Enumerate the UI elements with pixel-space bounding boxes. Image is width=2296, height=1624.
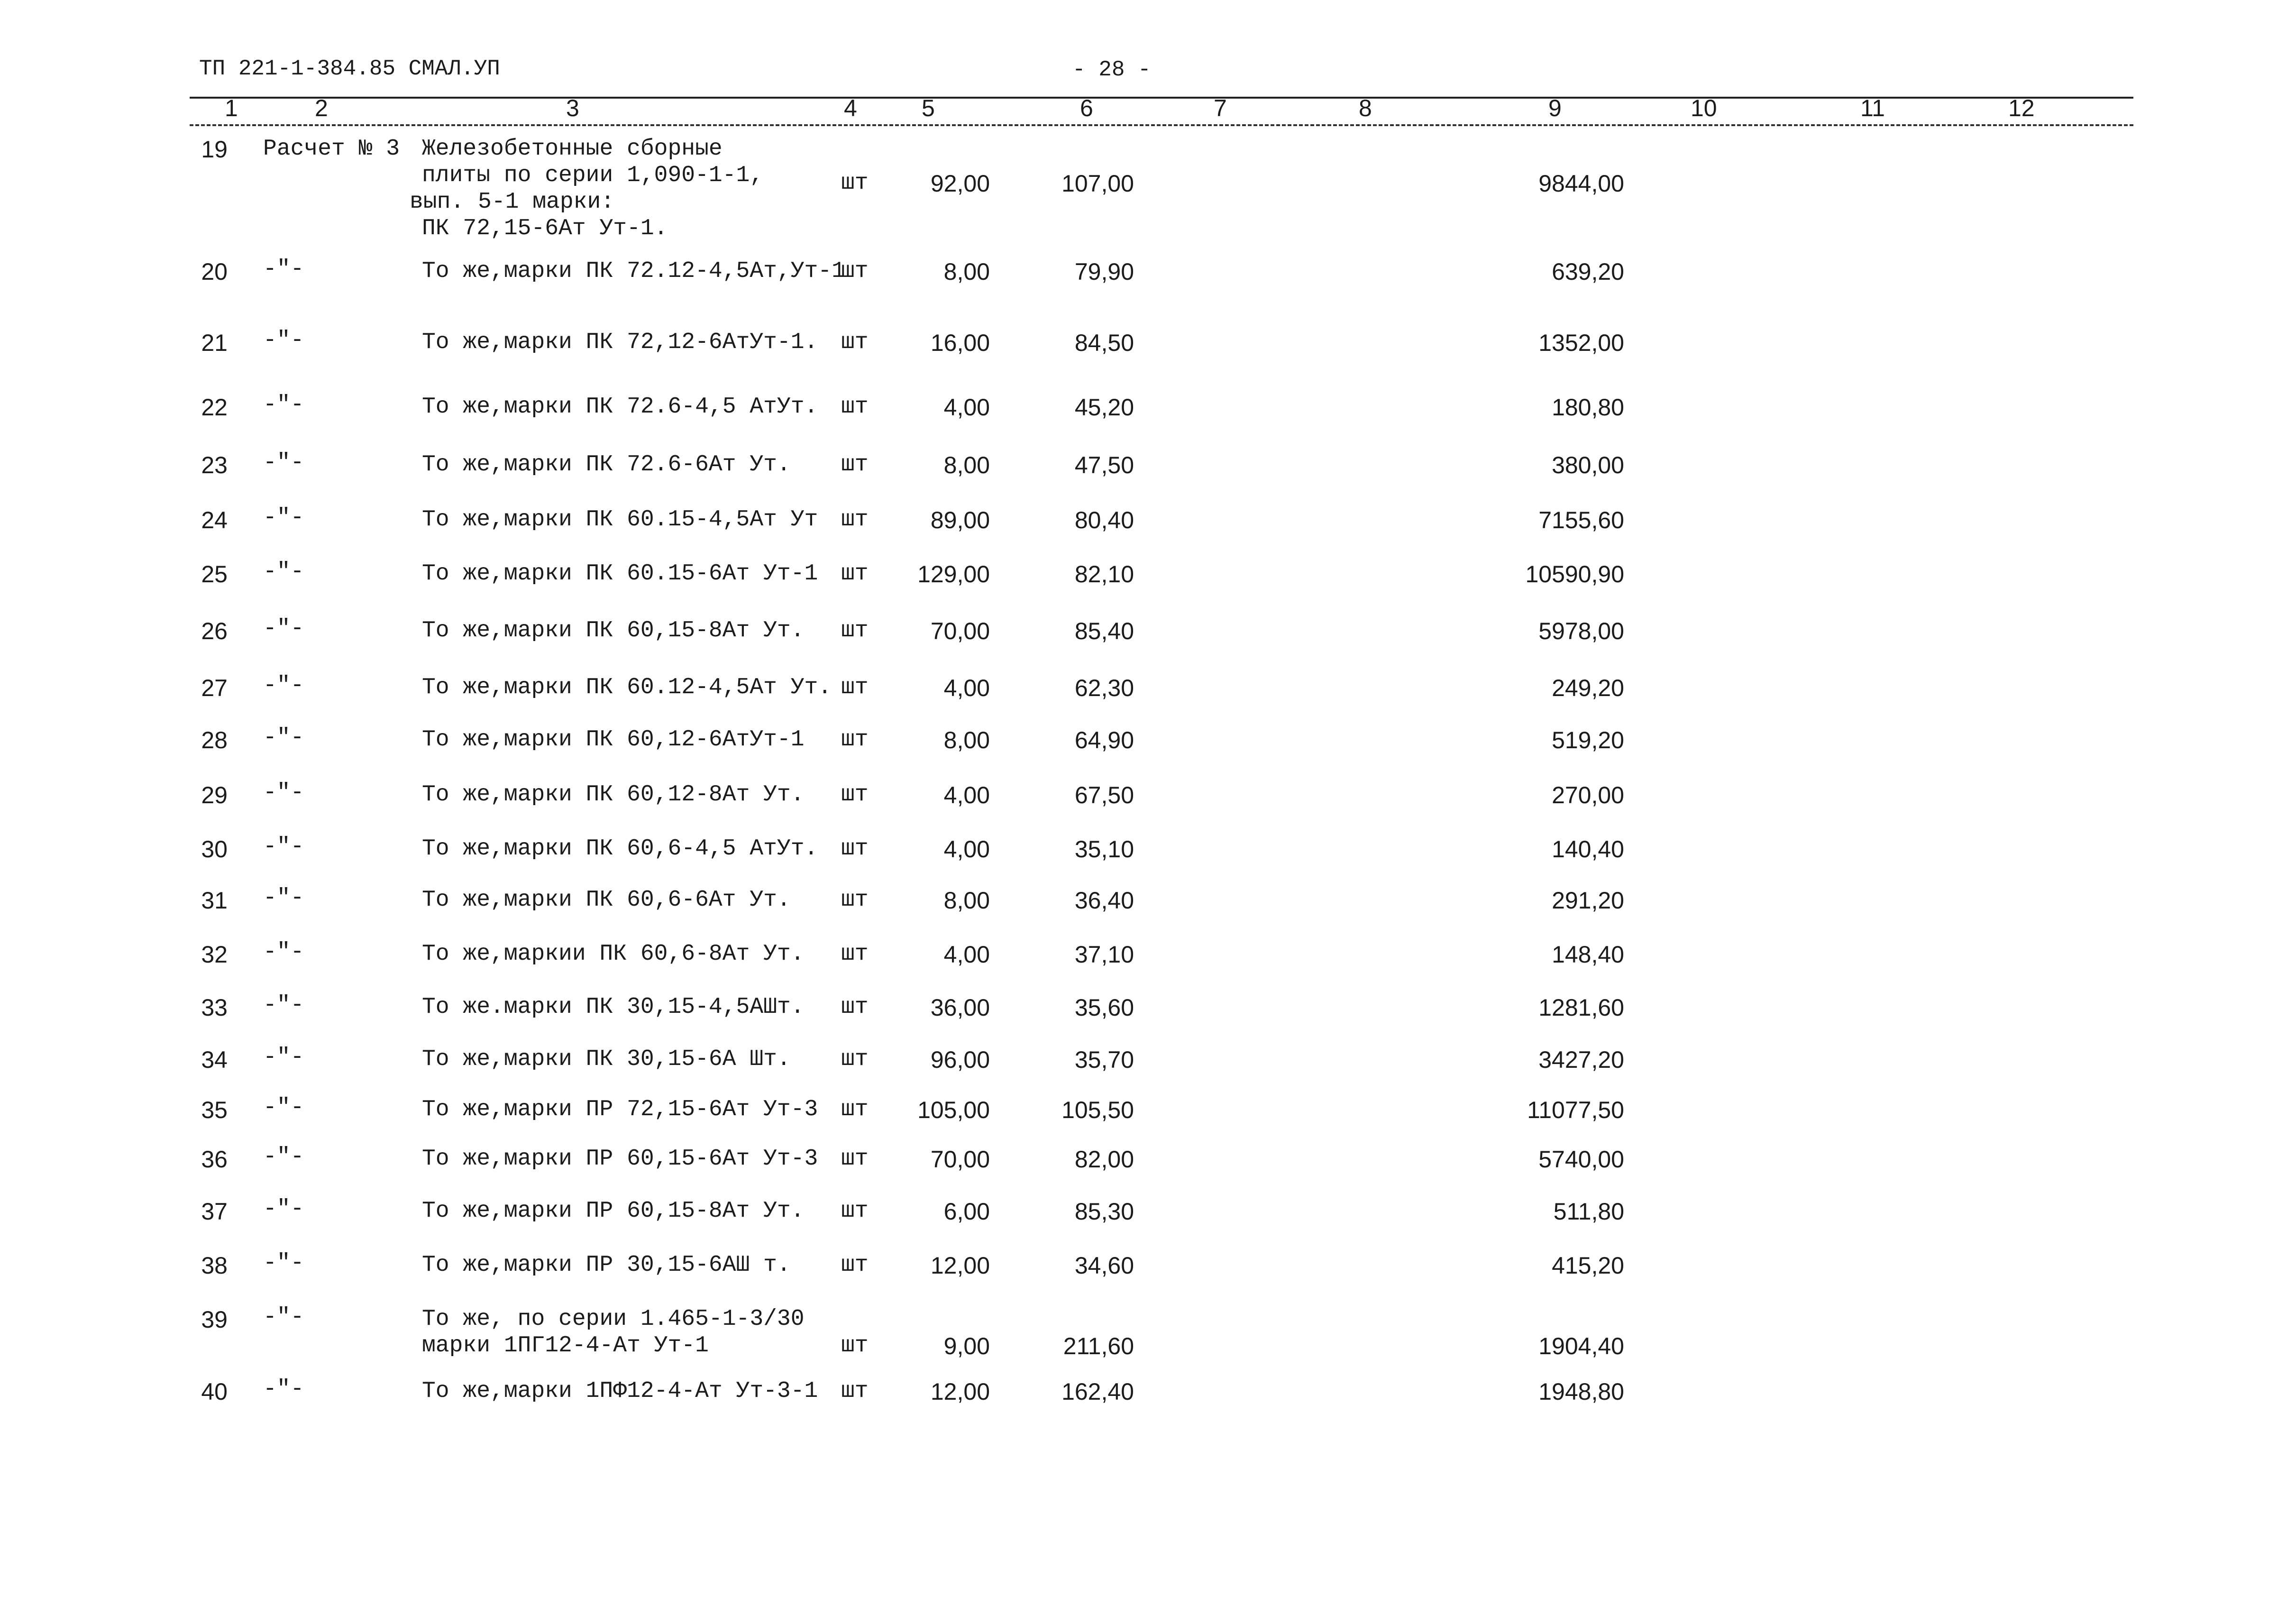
row-unit-price: 34,60: [1074, 1252, 1134, 1279]
row-unit-price: 35,70: [1074, 1046, 1134, 1073]
row-quantity: 16,00: [930, 330, 990, 356]
row-description-line: То же,марки ПК 72.12-4,5Ат,Ут-1: [422, 258, 845, 284]
row-unit: шт: [841, 1046, 869, 1072]
row-reference: -"-: [263, 450, 304, 476]
row-unit-price: 82,00: [1074, 1146, 1134, 1173]
row-quantity: 4,00: [943, 782, 990, 808]
row-total: 5740,00: [1538, 1146, 1624, 1173]
row-number: 25: [201, 561, 228, 587]
row-number: 27: [201, 675, 228, 701]
row-unit: шт: [841, 1146, 869, 1172]
row-quantity: 70,00: [930, 1146, 990, 1173]
column-header: 11: [1860, 95, 1885, 121]
row-description-line: То же,марки ПК 60.12-4,5Ат Ут.: [422, 675, 832, 700]
row-number: 34: [201, 1046, 228, 1073]
row-unit-price: 64,90: [1074, 727, 1134, 753]
row-total: 180,80: [1552, 394, 1624, 421]
row-total: 9844,00: [1538, 170, 1624, 197]
row-total: 11077,50: [1527, 1097, 1624, 1123]
row-total: 380,00: [1552, 452, 1624, 478]
row-description-line: То же,марки ПК 60,6-6Ат Ут.: [422, 887, 791, 913]
row-number: 33: [201, 994, 228, 1021]
row-total: 519,20: [1552, 727, 1624, 753]
row-total: 291,20: [1552, 887, 1624, 914]
row-description-line: То же,марки ПК 60,6-4,5 АтУт.: [422, 836, 818, 862]
document-code: ТП 221-1-384.85 СМАЛ.УП: [199, 56, 500, 81]
row-quantity: 4,00: [943, 675, 990, 701]
row-total: 5978,00: [1538, 618, 1624, 644]
row-description-line: То же,марки ПК 60.15-4,5Ат Ут: [422, 507, 818, 532]
column-header: 1: [225, 95, 238, 121]
row-description-line: То же,марки ПК 30,15-6А Шт.: [422, 1046, 791, 1072]
row-unit-price: 85,30: [1074, 1198, 1134, 1225]
row-quantity: 36,00: [930, 994, 990, 1021]
column-header: 10: [1691, 95, 1717, 121]
row-unit: шт: [841, 258, 869, 284]
row-reference: -"-: [263, 328, 304, 353]
table-header-rule: [190, 124, 2133, 126]
row-number: 36: [201, 1146, 228, 1173]
row-reference: -"-: [263, 1144, 304, 1170]
row-unit: шт: [841, 782, 869, 807]
row-unit: шт: [841, 561, 869, 587]
row-total: 10590,90: [1525, 561, 1624, 587]
row-number: 23: [201, 452, 228, 478]
row-number: 30: [201, 836, 228, 862]
row-description-line: То же,марки ПК 60,12-6АтУт-1: [422, 727, 805, 752]
column-header: 3: [566, 95, 579, 121]
row-quantity: 12,00: [930, 1252, 990, 1279]
row-unit-price: 35,60: [1074, 994, 1134, 1021]
row-description-line: Железобетонные сборные: [422, 136, 723, 162]
row-unit-price: 62,30: [1074, 675, 1134, 701]
column-header: 12: [2008, 95, 2035, 121]
row-quantity: 9,00: [943, 1333, 990, 1359]
table-top-rule: [190, 97, 2133, 99]
row-reference: -"-: [263, 1045, 304, 1070]
column-header: 6: [1080, 95, 1093, 121]
row-total: 7155,60: [1538, 507, 1624, 533]
row-quantity: 89,00: [930, 507, 990, 533]
row-unit-price: 107,00: [1061, 170, 1134, 197]
row-number: 24: [201, 507, 228, 533]
row-description-line: То же,маркии ПК 60,6-8Ат Ут.: [422, 941, 805, 967]
column-header: 9: [1548, 95, 1562, 121]
row-total: 1948,80: [1538, 1378, 1624, 1405]
row-quantity: 4,00: [943, 836, 990, 862]
row-total: 249,20: [1552, 675, 1624, 701]
row-total: 1352,00: [1538, 330, 1624, 356]
row-quantity: 70,00: [930, 618, 990, 644]
row-unit: шт: [841, 394, 869, 420]
row-unit-price: 162,40: [1061, 1378, 1134, 1405]
row-number: 28: [201, 727, 228, 753]
row-quantity: 8,00: [943, 727, 990, 753]
row-number: 39: [201, 1306, 228, 1333]
row-description-line: То же,марки ПР 30,15-6АШ т.: [422, 1252, 791, 1278]
row-unit: шт: [841, 1252, 869, 1278]
row-description-line: То же, по серии 1.465-1-3/30: [422, 1306, 805, 1332]
row-total: 1281,60: [1538, 994, 1624, 1021]
row-unit-price: 105,50: [1061, 1097, 1134, 1123]
row-unit: шт: [841, 675, 869, 700]
row-quantity: 105,00: [917, 1097, 990, 1123]
row-number: 38: [201, 1252, 228, 1279]
row-description-line: То же,марки ПК 72.6-6Ат Ут.: [422, 452, 791, 477]
row-reference: -"-: [263, 885, 304, 911]
row-unit-price: 84,50: [1074, 330, 1134, 356]
row-number: 31: [201, 887, 228, 914]
row-total: 1904,40: [1538, 1333, 1624, 1359]
row-description-line: То же,марки ПК 60,12-8Ат Ут.: [422, 782, 805, 807]
row-total: 415,20: [1552, 1252, 1624, 1279]
row-unit-price: 47,50: [1074, 452, 1134, 478]
row-number: 20: [201, 258, 228, 285]
row-reference: -"-: [263, 505, 304, 531]
row-reference: -"-: [263, 1376, 304, 1402]
column-header: 7: [1214, 95, 1227, 121]
row-number: 32: [201, 941, 228, 968]
row-description-line: То же,марки ПР 60,15-6Ат Ут-3: [422, 1146, 818, 1172]
row-unit-price: 37,10: [1074, 941, 1134, 968]
row-unit-price: 35,10: [1074, 836, 1134, 862]
row-unit: шт: [841, 1378, 869, 1404]
row-description-line: То же,марки 1ПФ12-4-Ат Ут-3-1: [422, 1378, 818, 1404]
row-reference: -"-: [263, 1196, 304, 1222]
row-unit: шт: [841, 330, 869, 355]
row-description-line: То же,марки ПР 60,15-8Ат Ут.: [422, 1198, 805, 1224]
row-total: 511,80: [1553, 1198, 1624, 1225]
row-reference: -"-: [263, 780, 304, 806]
row-reference: Расчет № 3: [263, 136, 400, 162]
row-reference: -"-: [263, 834, 304, 860]
row-unit: шт: [841, 887, 869, 913]
row-unit: шт: [841, 836, 869, 862]
row-reference: -"-: [263, 1250, 304, 1276]
row-description-line: То же,марки ПК 60,15-8Ат Ут.: [422, 618, 805, 643]
row-unit: шт: [841, 452, 869, 477]
column-header: 5: [922, 95, 935, 121]
row-total: 270,00: [1552, 782, 1624, 808]
row-description-line: марки 1ПГ12-4-Ат Ут-1: [422, 1333, 709, 1358]
row-quantity: 4,00: [943, 941, 990, 968]
row-unit-price: 79,90: [1074, 258, 1134, 285]
row-description-line: плиты по серии 1,090-1-1,: [422, 163, 764, 188]
row-number: 26: [201, 618, 228, 644]
row-total: 3427,20: [1538, 1046, 1624, 1073]
row-reference: -"-: [263, 1304, 304, 1330]
row-quantity: 96,00: [930, 1046, 990, 1073]
row-description-line: То же,марки ПР 72,15-6Ат Ут-3: [422, 1097, 818, 1122]
row-number: 35: [201, 1097, 228, 1123]
row-number: 21: [201, 330, 228, 356]
row-unit: шт: [841, 1333, 869, 1358]
row-number: 22: [201, 394, 228, 421]
row-total: 140,40: [1552, 836, 1624, 862]
row-number: 40: [201, 1378, 228, 1405]
row-reference: -"-: [263, 992, 304, 1018]
row-number: 37: [201, 1198, 228, 1225]
row-reference: -"-: [263, 392, 304, 418]
row-quantity: 129,00: [917, 561, 990, 587]
row-reference: -"-: [263, 725, 304, 751]
row-reference: -"-: [263, 1095, 304, 1120]
row-unit: шт: [841, 507, 869, 532]
row-unit: шт: [841, 170, 869, 196]
column-header: 2: [315, 95, 328, 121]
row-reference: -"-: [263, 559, 304, 585]
row-description-line: вып. 5-1 марки:: [410, 189, 615, 215]
row-reference: -"-: [263, 257, 304, 282]
row-description-line: То же,марки ПК 60.15-6Ат Ут-1: [422, 561, 818, 587]
row-total: 639,20: [1552, 258, 1624, 285]
row-description-line: То же.марки ПК 30,15-4,5АШт.: [422, 994, 805, 1020]
row-unit: шт: [841, 1097, 869, 1122]
row-unit-price: 80,40: [1074, 507, 1134, 533]
row-description-line: То же,марки ПК 72.6-4,5 АтУт.: [422, 394, 818, 420]
row-number: 19: [201, 136, 228, 163]
row-quantity: 12,00: [930, 1378, 990, 1405]
row-unit: шт: [841, 618, 869, 643]
row-quantity: 6,00: [943, 1198, 990, 1225]
column-header: 4: [844, 95, 857, 121]
row-quantity: 8,00: [943, 887, 990, 914]
row-unit-price: 85,40: [1074, 618, 1134, 644]
row-total: 148,40: [1552, 941, 1624, 968]
row-unit-price: 211,60: [1063, 1333, 1134, 1359]
row-description-line: ПК 72,15-6Ат Ут-1.: [422, 216, 668, 241]
row-quantity: 8,00: [943, 452, 990, 478]
row-description-line: То же,марки ПК 72,12-6АтУт-1.: [422, 330, 818, 355]
row-quantity: 4,00: [943, 394, 990, 421]
row-unit-price: 82,10: [1074, 561, 1134, 587]
row-unit: шт: [841, 727, 869, 752]
row-unit: шт: [841, 994, 869, 1020]
row-unit-price: 67,50: [1074, 782, 1134, 808]
row-unit-price: 45,20: [1074, 394, 1134, 421]
row-quantity: 8,00: [943, 258, 990, 285]
row-reference: -"-: [263, 673, 304, 698]
row-quantity: 92,00: [930, 170, 990, 197]
column-header: 8: [1359, 95, 1372, 121]
row-reference: -"-: [263, 616, 304, 642]
row-reference: -"-: [263, 939, 304, 965]
page-number: - 28 -: [1072, 57, 1151, 82]
row-number: 29: [201, 782, 228, 808]
row-unit: шт: [841, 1198, 869, 1224]
row-unit-price: 36,40: [1074, 887, 1134, 914]
row-unit: шт: [841, 941, 869, 967]
